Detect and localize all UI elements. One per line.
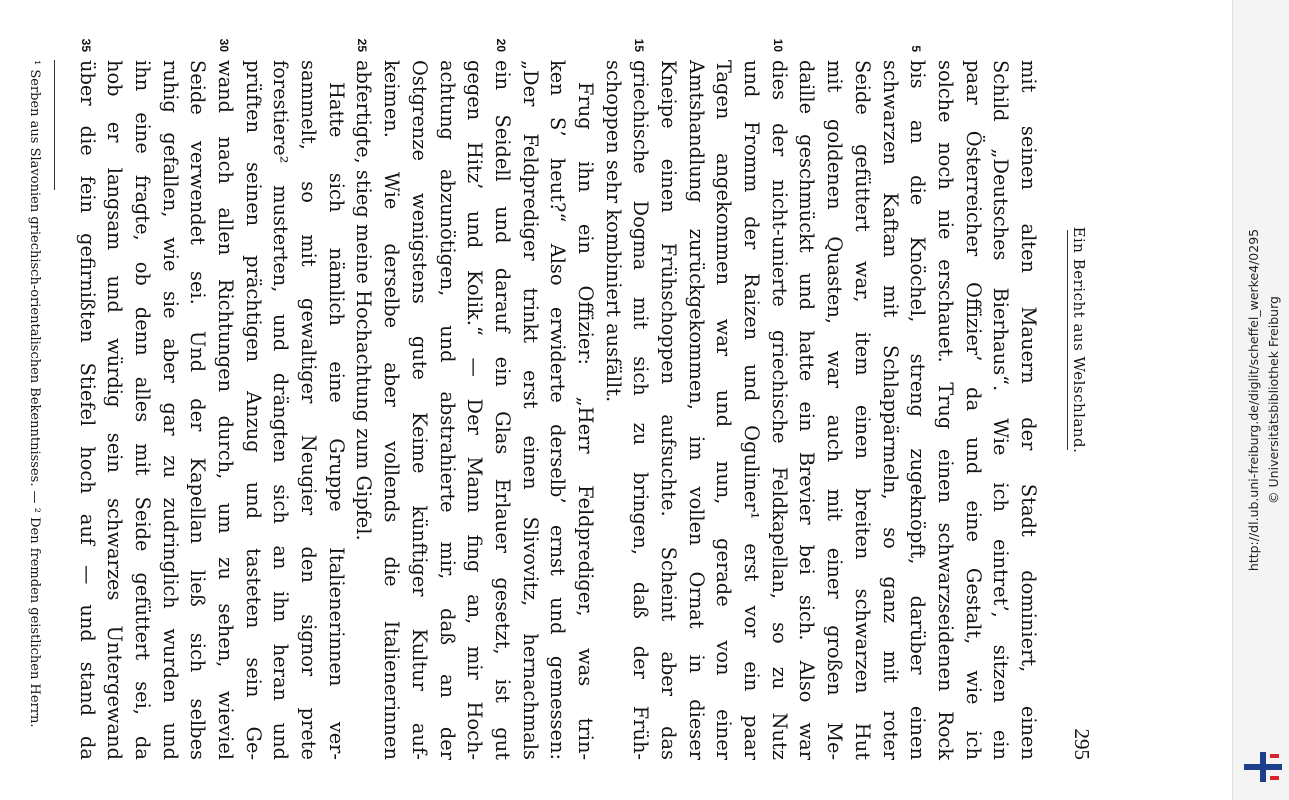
line-number: 10 — [770, 38, 785, 52]
text-line-content: hob er langsam und würdig sein schwarzes Untergewand — [103, 60, 127, 760]
text-line — [599, 60, 627, 760]
text-line-content: gegen Hitz’ und Kolik.“ — Der Mann fing an, mir Hoch- — [463, 60, 487, 760]
text-line-content: Ostgrenze wenigstens gute Keime künftiger Kultur auf- — [407, 60, 431, 760]
text-line — [987, 60, 1015, 760]
text-line — [904, 45, 932, 760]
text-line-content: ken S’ heut?“ Also erwiderte derselb’ ernst und gemessen: — [546, 60, 570, 760]
text-line-content: „Der Feldprediger trinkt erst einen Slivovitz, hernachmals — [518, 60, 542, 760]
text-line-content: Amtshandlung zurückgekommen, im vollen Ornat in dieser — [684, 60, 708, 760]
text-line — [322, 60, 350, 760]
text-line — [959, 60, 987, 760]
text-line-content: Kneipe einen Frühschoppen aufsuchte. Scheint aber das — [657, 60, 681, 760]
text-line — [239, 60, 267, 760]
text-line — [350, 38, 378, 760]
text-line — [516, 60, 544, 760]
text-line — [710, 60, 738, 760]
text-line-content: solche noch nie erschauet. Trug einen schwarzseidenen Rock — [933, 60, 957, 760]
footnote: ¹ Serben aus Slavonien griechisch-orientalischen Bekenntnisses. — ² Den fremden geistlichen Herrn. — [27, 60, 42, 728]
text-line — [461, 60, 489, 760]
line-number: 25 — [355, 38, 370, 52]
text-line — [184, 60, 212, 760]
text-line-content: Schild „Deutsches Bierhaus“. Wie ich eintret’, sitzen ein — [989, 60, 1013, 760]
text-line — [654, 60, 682, 760]
running-head: Ein Bericht aus Welschland. — [1070, 226, 1088, 454]
text-line-content: forestiere² musterten, und drängten sich an ihn heran und — [269, 60, 293, 760]
permalink-url[interactable]: http://dl.ub.uni-freiburg.de/diglit/scheffel_werke4/0295 — [1246, 228, 1261, 572]
text-line — [101, 60, 129, 760]
text-line-content: sammelt, so mit gewaltiger Neugier den signor prete — [297, 60, 321, 760]
page-number: 295 — [1070, 728, 1094, 760]
text-line-content: abfertigte, stieg meine Hochachtung zum Gipfel. — [352, 60, 376, 541]
text-line — [627, 38, 655, 760]
line-number: 15 — [632, 38, 647, 52]
text-line-content: Frug ihn ein Offizier: „Herr Feldprediger, was trin- — [574, 82, 597, 760]
text-line-content: mit seinen alten Mauern der Stadt dominiert, einen — [1017, 60, 1040, 760]
text-line — [931, 60, 959, 760]
text-line — [821, 60, 849, 760]
line-number: 5 — [909, 45, 924, 52]
text-line — [128, 60, 156, 760]
text-line-content: schoppen sehr kombiniert ausfällt. — [601, 60, 625, 403]
text-line — [571, 60, 599, 760]
text-line — [765, 38, 793, 760]
line-number: 35 — [78, 38, 93, 52]
text-line — [848, 60, 876, 760]
text-line-content: ruhig gefallen, wie sie aber gar zu zudringlich wurden und — [158, 60, 182, 760]
text-line-content: über die fein gefirnißten Stiefel hoch auf — und stand da — [75, 60, 99, 760]
text-line — [1014, 60, 1042, 760]
text-line — [156, 60, 184, 760]
header-rule — [1067, 230, 1068, 450]
text-line — [267, 60, 295, 760]
text-line-content: daille geschmückt und hatte ein Brevier bei sich. Also war — [795, 60, 819, 760]
text-line — [682, 60, 710, 760]
page-content — [27, 38, 1094, 760]
text-line — [488, 38, 516, 760]
text-line-content: prüften seinen prächtigen Anzug und tasteten sein Ge- — [241, 60, 265, 760]
text-line-content: wand nach allen Richtungen durch, um zu sehen, wieviel — [214, 60, 238, 760]
copyright-notice: © Universitätsbibliothek Freiburg — [1266, 296, 1281, 504]
line-number: 20 — [493, 38, 508, 52]
line-number: 30 — [217, 38, 232, 52]
text-line — [793, 60, 821, 760]
text-line — [433, 60, 461, 760]
text-line-content: Tagen angekommen war und nun, gerade von einer — [712, 60, 736, 760]
text-line-content: Seide gefüttert war, item einen breiten schwarzen Hut — [850, 60, 874, 760]
text-line-content: schwarzen Kaftan mit Schlappärmeln, so ganz mit roter — [878, 60, 902, 760]
text-line — [73, 38, 101, 760]
text-line-content: bis an die Knöchel, streng zugeknöpft, darüber einen — [906, 60, 930, 760]
ub-freiburg-logo-icon — [1242, 748, 1284, 786]
text-line-content: griechische Dogma mit sich zu bringen, daß der Früh- — [629, 60, 653, 760]
text-line-content: achtung abzunötigen, und abstrahierte mir, daß an der — [435, 60, 459, 760]
text-line — [294, 60, 322, 760]
footnotes — [25, 60, 44, 760]
text-line-content: paar Österreicher Offizier’ da und eine Gestalt, wie ich — [961, 60, 985, 760]
text-line-content: mit goldenen Quasten, war auch mit einer großen Me- — [823, 60, 847, 760]
text-line — [378, 60, 406, 760]
text-line — [876, 60, 904, 760]
text-line — [737, 60, 765, 760]
text-line — [544, 60, 572, 760]
footnote-rule — [54, 60, 55, 190]
text-line-content: keimen. Wie derselbe aber vollends die Italienerinnen — [380, 60, 404, 760]
text-line-content: ein Seidell und darauf ein Glas Erlauer gesetzt, ist gut — [490, 60, 514, 760]
page-header — [1060, 60, 1094, 760]
text-line — [211, 38, 239, 760]
text-line-content: Hatte sich nämlich eine Gruppe Italienerinnen ver- — [324, 82, 348, 760]
text-line-content: und Fromm der Raizen und Oguliner¹ erst vor ein paar — [740, 60, 764, 760]
text-line-content: dies der nicht-unierte griechische Feldkapellan, so zu Nutz — [767, 60, 791, 760]
text-line-content: ihn eine fragte, ob denn alles mit Seide gefüttert sei, da — [131, 60, 154, 760]
text-line — [405, 60, 433, 760]
body-text — [73, 38, 1042, 760]
text-line-content: Seide verwendet sei. Und der Kapellan ließ sich selbes — [186, 60, 210, 760]
